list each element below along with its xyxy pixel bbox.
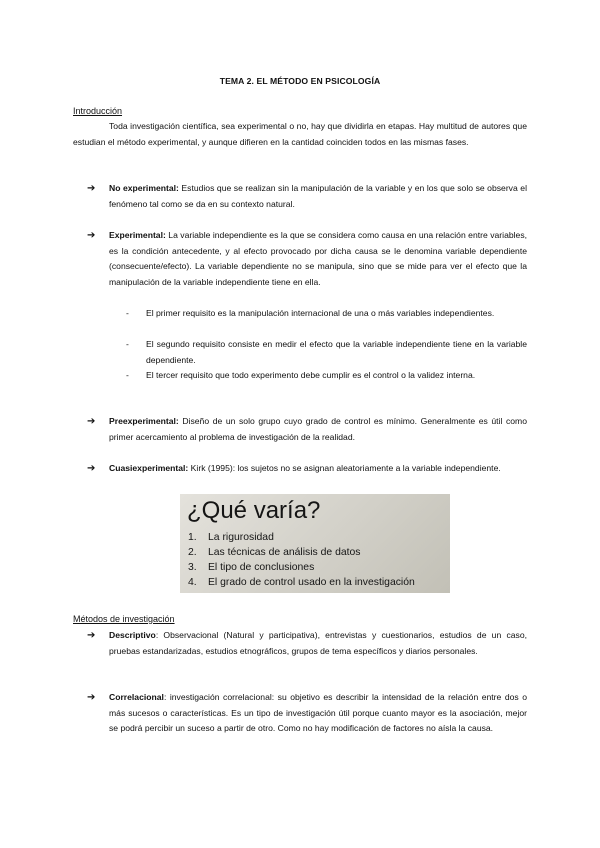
arrow-icon: ➔ [87,463,96,474]
bullet-label: Descriptivo [109,630,156,640]
methods-heading: Métodos de investigación [73,614,175,624]
page-title: TEMA 2. EL MÉTODO EN PSICOLOGÍA [219,76,381,86]
slide-title: ¿Qué varía? [187,497,321,524]
slide-list-item: 1. La rigurosidad [188,532,274,543]
bullet-text: Estudios que se realizan sin la manipulación de la variable y en los que solo se observa el fenómeno tal como se da en su contexto natural. [109,183,527,209]
bullet-descriptivo [87,628,527,659]
requisite-item [126,337,527,368]
requisite-item [126,306,527,322]
bullet-text: Kirk (1995): los sujetos no se asignan aleatoriamente a la variable independiente. [188,463,501,473]
bullet-label: No experimental: [109,183,179,193]
bullet-text: : Observacional (Natural y participativa), entrevistas y cuestionarios, estudios de un caso, pruebas estandarizadas, estudios etnográficos, grupos de tema específicos y diarios personales. [109,630,527,656]
bullet-label: Cuasiexperimental: [109,463,189,473]
bullet-correlacional [87,690,527,737]
dash-marker: - [126,339,129,349]
arrow-icon: ➔ [87,183,96,194]
slide-list-item: 3. El tipo de conclusiones [188,562,315,573]
bullet-text: La variable independiente es la que se considera como causa en una relación entre variables, es la condición antecedente, y al efecto provocado por dicha causa se le denomina variable dependiente (consecuente/efecto). La variable dependiente no se manipula, sino que se mide para ver el efecto que la manipulación de la variable independiente tiene en ella. [109,230,527,287]
bullet-preexperimental [87,414,527,445]
bullet-cuasiexperimental [87,461,527,477]
intro-heading: Introducción [73,106,123,116]
arrow-icon: ➔ [87,692,96,703]
slide-list-item: 4. El grado de control usado en la investigación [188,577,415,588]
requisite-text: El segundo requisito consiste en medir el efecto que la variable independiente tiene en la variable dependiente. [146,339,527,365]
arrow-icon: ➔ [87,230,96,241]
intro-paragraph [73,119,527,150]
intro-text: Toda investigación científica, sea experimental o no, hay que dividirla en etapas. Hay multitud de autores que estudian el método experimental, y aunque difieren en la cantidad coinciden todos en las mismas fases. [73,121,527,147]
requisite-text: El tercer requisito que todo experimento debe cumplir es el control o la validez interna. [146,370,476,380]
bullet-experimental [87,228,527,290]
dash-marker: - [126,308,129,318]
slide-list [188,530,415,590]
arrow-icon: ➔ [87,630,96,641]
slide-list-item: 2. Las técnicas de análisis de datos [188,547,361,558]
arrow-icon: ➔ [87,416,96,427]
requisite-item [126,368,527,384]
requisite-text: El primer requisito es la manipulación internacional de una o más variables independientes. [146,308,495,318]
slide-image [180,494,450,593]
bullet-text: : investigación correlacional: su objetivo es describir la intensidad de la relación entre dos o más sucesos o características. Es un tipo de investigación útil porque cuanto mayor es la asociación, mejor se podrá percibir un suceso a partir de otro. Como no hay modificación de factores no aísla la causa. [109,692,527,733]
bullet-no-experimental [87,181,527,212]
bullet-label: Preexperimental: [109,416,179,426]
bullet-label: Correlacional [109,692,164,702]
bullet-label: Experimental: [109,230,166,240]
bullet-text: Diseño de un solo grupo cuyo grado de control es mínimo. Generalmente es útil como primer acercamiento al problema de investigación de la realidad. [109,416,527,442]
dash-marker: - [126,370,129,380]
